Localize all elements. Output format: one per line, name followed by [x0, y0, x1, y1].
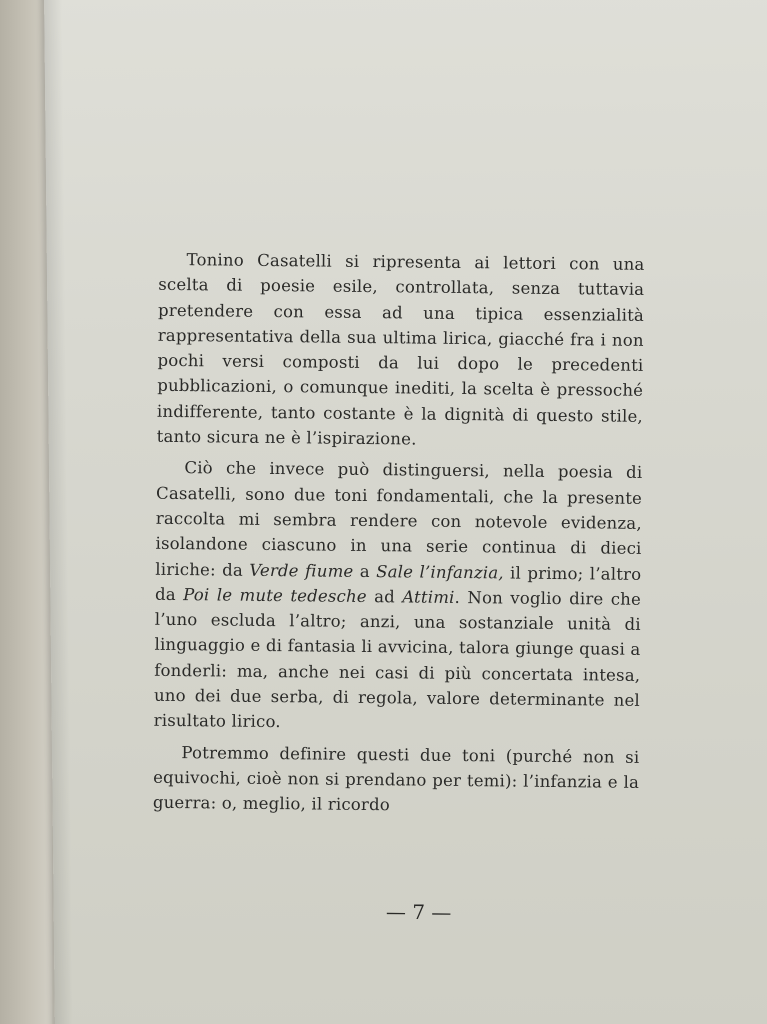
paragraph-2-segment: . Non voglio dire che l’uno escluda l’altro; anzi, una sostanziale unità di linguaggio e di fantasia li avvicina, talora giunge quasi a fonderli: ma, anche nei casi di più concertata intesa, uno dei due serba, di regola, valore determinante nel risultato lirico. — [153, 587, 642, 732]
previous-page-edge — [0, 0, 52, 1024]
page-number: — 7 — — [385, 899, 452, 925]
paragraph-2 — [154, 455, 643, 738]
book-page — [44, 0, 767, 1024]
title-attimi: Attimi — [402, 587, 455, 607]
paragraph-1: Tonino Casatelli si ripresenta ai lettori con una scelta di poesie esile, controllata, senza tuttavia pretendere con essa ad una tipica essenzialità rappresentativa della sua ultima lirica, giacché fra i non pochi versi composti da lui dopo le precedenti pubblicazioni, o comunque inediti, la scelta è pressoché indifferente, tanto costante è la dignità di questo stile, tanto sicura ne è l’ispirazione. — [156, 250, 645, 449]
paragraph-2-segment: Ciò che invece può distinguersi, nella poesia di Casatelli, sono due toni fondamentali, che la presente raccolta mi sembra rendere con notevole evidenza, isolandone ciascuno in una serie continua di dieci liriche: da — [155, 458, 643, 580]
paragraph-2-segment: a — [353, 561, 377, 581]
paragraph-3: Potremmo definire questi due toni (purché non si equivochi, cioè non si prendano per temi): l’infanzia e la guerra: o, meglio, il ricordo — [152, 742, 640, 815]
title-poi-le-mute-tedesche: Poi le mute tedesche — [183, 584, 367, 606]
title-verde-fiume: Verde fiume — [249, 560, 354, 581]
paragraph-2-segment: il primo; l’altro da — [154, 563, 642, 604]
body-text — [153, 247, 645, 827]
title-sale-linfanzia: Sale l’infanzia, — [376, 561, 504, 583]
paragraph-2-segment: ad — [366, 586, 403, 607]
